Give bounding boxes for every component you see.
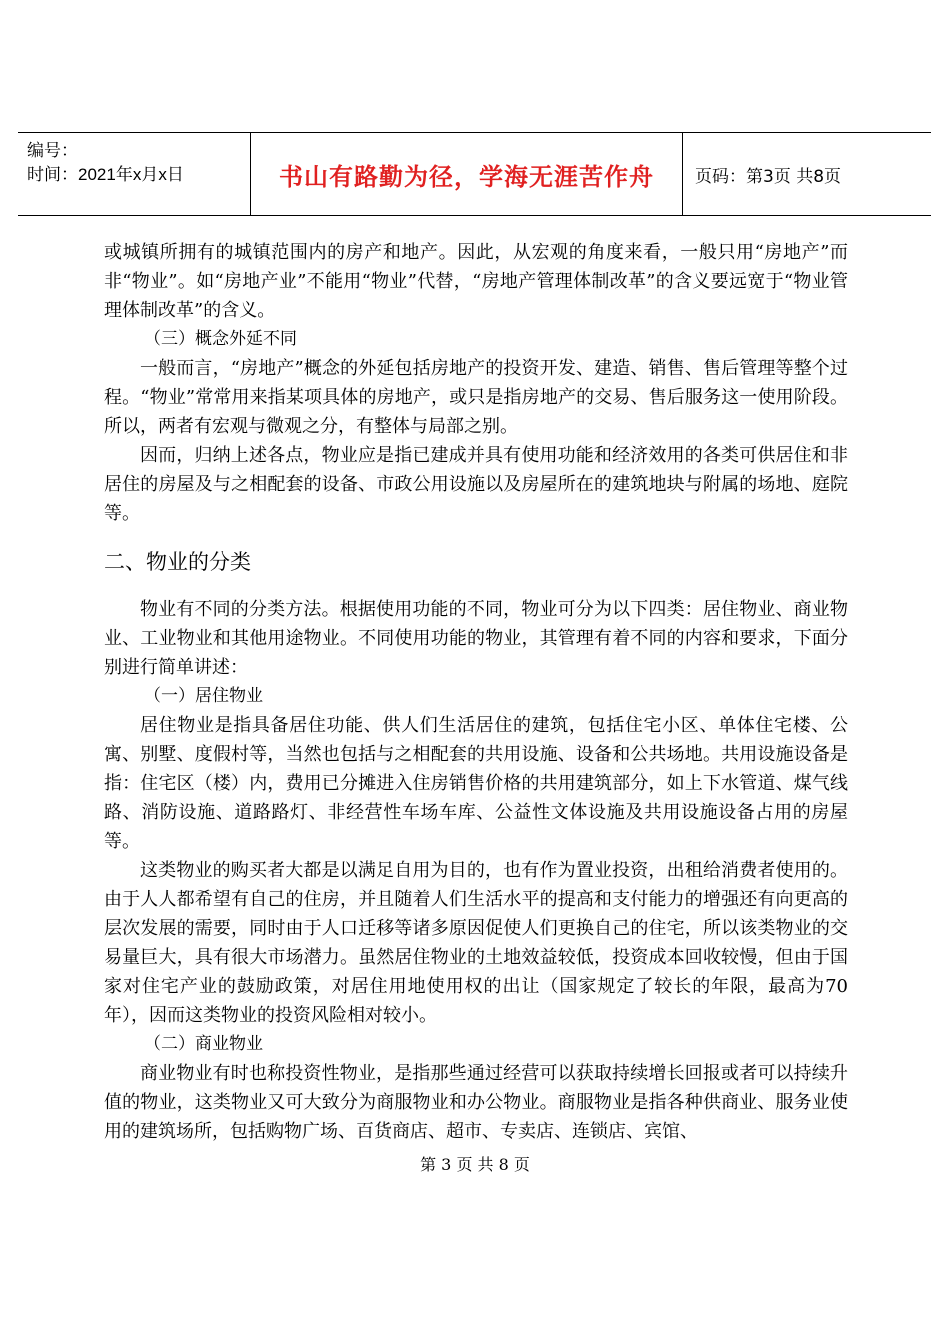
paragraph: 这类物业的购买者大都是以满足自用为目的，也有作为置业投资，出租给消费者使用的。由于人人都希望有自己的住房，并且随着人们生活水平的提高和支付能力的增强还有向更高的层次发展的需要，同时由于人口迁移等诸多原因促使人们更换自己的住宅，所以该类物业的交易量巨大，具有很大市场潜力。虽然居住物业的土地效益较低，投资成本回收较慢，但由于国家对住宅产业的鼓励政策，对居住用地使用权的出让（国家规定了较长的年限，最高为70年），因而这类物业的投资风险相对较小。 — [104, 860, 848, 1026]
document-number-label: 编号： — [27, 141, 78, 160]
paragraph: 因而，归纳上述各点，物业应是指已建成并具有使用功能和经济效用的各类可供居住和非居住的房屋及与之相配套的设备、市政公用设施以及房屋所在的建筑地块与附属的场地、庭院等。 — [104, 445, 848, 524]
paragraph: 或城镇所拥有的城镇范围内的房产和地产。因此，从宏观的角度来看，一般只用“房地产”而非“物业”。如“房地产业”不能用“物业”代替，“房地产管理体制改革”的含义要远宽于“物业管理体制改革”的含义。 — [104, 242, 848, 321]
subsection-heading: （三）概念外延不同 — [144, 329, 297, 349]
header-meta-cell — [18, 133, 251, 215]
subsection-heading: （一）居住物业 — [144, 686, 263, 706]
document-body — [104, 238, 848, 1146]
subsection-heading: （二）商业物业 — [144, 1034, 263, 1054]
page-header — [18, 132, 931, 216]
paragraph: 物业有不同的分类方法。根据使用功能的不同，物业可分为以下四类：居住物业、商业物业、工业物业和其他用途物业。不同使用功能的物业，其管理有着不同的内容和要求，下面分别进行简单讲述： — [104, 599, 848, 678]
section-heading: 二、物业的分类 — [104, 550, 251, 574]
document-time-label: 时间：2021年x月x日 — [27, 165, 184, 184]
paragraph: 一般而言，“房地产”概念的外延包括房地产的投资开发、建造、销售、售后管理等整个过程。“物业”常常用来指某项具体的房地产，或只是指房地产的交易、售后服务这一使用阶段。所以，两者有宏观与微观之分，有整体与局部之别。 — [104, 358, 848, 437]
header-motto: 书山有路勤为径，学海无涯苦作舟 — [251, 133, 683, 215]
header-page-info: 页码：第3页 共8页 — [695, 166, 842, 187]
paragraph: 居住物业是指具备居住功能、供人们生活居住的建筑，包括住宅小区、单体住宅楼、公寓、别墅、度假村等，当然也包括与之相配套的共用设施、设备和公共场地。共用设施设备是指：住宅区（楼）内，费用已分摊进入住房销售价格的共用建筑部分，如上下水管道、煤气线路、消防设施、道路路灯、非经营性车场车库、公益性文体设施及共用设施设备占用的房屋等。 — [104, 715, 848, 852]
paragraph: 商业物业有时也称投资性物业，是指那些通过经营可以获取持续增长回报或者可以持续升值的物业，这类物业又可大致分为商服物业和办公物业。商服物业是指各种供商业、服务业使用的建筑场所，包括购物广场、百货商店、超市、专卖店、连锁店、宾馆、 — [104, 1063, 848, 1142]
page-footer: 第 3 页 共 8 页 — [420, 1155, 530, 1174]
